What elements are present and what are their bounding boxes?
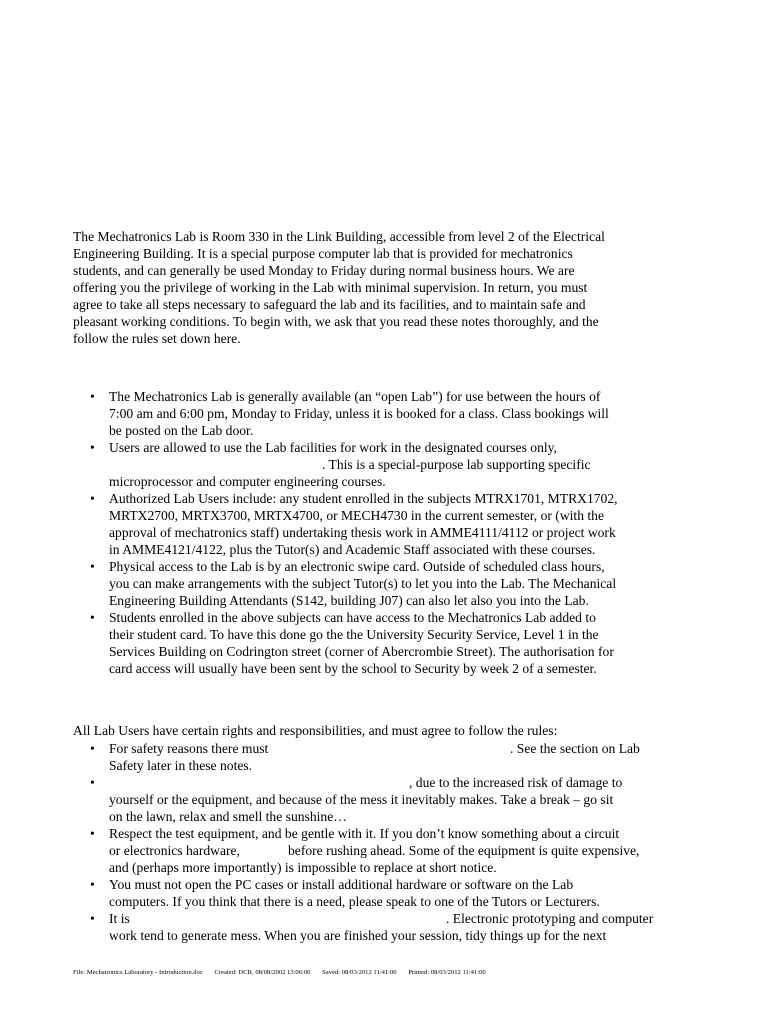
bullet-icon: • xyxy=(90,911,95,926)
document-footer xyxy=(73,968,496,977)
list-item xyxy=(73,490,713,558)
list-item-line: their student card. To have this done go the the University Security Service, Level 1 in the xyxy=(109,627,599,642)
list-item-line: Engineering Building Attendants (S142, building J07) can also let also you into the Lab. xyxy=(109,593,589,608)
list-item-line: work tend to generate mess. When you are finished your session, tidy things up for the next xyxy=(109,928,607,943)
list-item-line: MRTX2700, MRTX3700, MRTX4700, or MECH4730 in the current semester, or (with the xyxy=(109,508,605,523)
list-item-line: computers. If you think that there is a need, please speak to one of the Tutors or Lecturers. xyxy=(109,894,600,909)
bullet-icon: • xyxy=(90,775,95,790)
list-item-line xyxy=(109,842,713,859)
bullet-icon: • xyxy=(90,741,95,756)
list-item xyxy=(73,558,713,609)
list-item-line: be posted on the Lab door. xyxy=(109,423,254,438)
intro-line: The Mechatronics Lab is Room 330 in the Link Building, accessible from level 2 of the Electrical xyxy=(73,229,605,244)
list-item-line xyxy=(109,910,713,927)
list-item-line: and (perhaps more importantly) is impossible to replace at short notice. xyxy=(109,860,497,875)
intro-paragraph xyxy=(73,228,693,347)
list-item-line: Respect the test equipment, and be gentle with it. If you don’t know something about a circuit xyxy=(109,826,620,841)
list-item-line: . This is a special-purpose lab supporting specific xyxy=(322,457,591,472)
list-item-line: Safety later in these notes. xyxy=(109,758,253,773)
list-item-line: microprocessor and computer engineering courses. xyxy=(109,474,386,489)
list-item-line: Services Building on Codrington street (corner of Abercrombie Street). The authorisation for xyxy=(109,644,614,659)
list-item-text: . Electronic prototyping and computer xyxy=(446,911,654,926)
intro-line: students, and can generally be used Monday to Friday during normal business hours. We are xyxy=(73,263,575,278)
list-item-line: on the lawn, relax and smell the sunshine… xyxy=(109,809,347,824)
list-item-line: you can make arrangements with the subject Tutor(s) to let you into the Lab. The Mechanical xyxy=(109,576,617,591)
list-item-text: or electronics hardware, xyxy=(109,843,240,858)
list-item-line: Physical access to the Lab is by an electronic swipe card. Outside of scheduled class hours, xyxy=(109,559,605,574)
list-item-line: , due to the increased risk of damage to xyxy=(409,775,623,790)
list-item-line: yourself or the equipment, and because of the mess it inevitably makes. Take a break – go sit xyxy=(109,792,614,807)
list-item xyxy=(73,388,713,439)
list-item-line: card access will usually have been sent by the school to Security by week 2 of a semester. xyxy=(109,661,597,676)
rules-bullet-list xyxy=(73,740,713,944)
footer-file: File: Mechatronics Laboratory - Introduction.doc xyxy=(73,969,203,976)
bullet-icon: • xyxy=(90,877,95,892)
bullet-icon: • xyxy=(90,440,95,455)
rules-intro-line: All Lab Users have certain rights and responsibilities, and must agree to follow the rules: xyxy=(73,723,558,738)
list-item xyxy=(73,740,713,774)
list-item-line: in AMME4121/4122, plus the Tutor(s) and Academic Staff associated with these courses. xyxy=(109,542,596,557)
list-item xyxy=(73,439,713,490)
list-item-line: Users are allowed to use the Lab facilities for work in the designated courses only, xyxy=(109,440,557,455)
list-item-line: You must not open the PC cases or install additional hardware or software on the Lab xyxy=(109,877,574,892)
list-item-line: The Mechatronics Lab is generally available (an “open Lab”) for use between the hours of xyxy=(109,389,601,404)
list-item-text: It is xyxy=(109,911,130,926)
list-item-line: Students enrolled in the above subjects can have access to the Mechatronics Lab added to xyxy=(109,610,596,625)
access-bullet-list xyxy=(73,388,713,677)
footer-saved: Saved: 08/03/2012 11:41:00 xyxy=(322,969,397,976)
list-item xyxy=(73,609,713,677)
list-item xyxy=(73,774,713,825)
intro-line: pleasant working conditions. To begin with, we ask that you read these notes thoroughly, and the xyxy=(73,314,599,329)
intro-line: follow the rules set down here. xyxy=(73,331,241,346)
bullet-icon: • xyxy=(90,389,95,404)
list-item-line: Authorized Lab Users include: any student enrolled in the subjects MTRX1701, MTRX1702, xyxy=(109,491,618,506)
rules-intro-paragraph xyxy=(73,722,693,739)
bullet-icon: • xyxy=(90,610,95,625)
list-item-line: approval of mechatronics staff) undertaking thesis work in AMME4111/4112 or project work xyxy=(109,525,616,540)
list-item xyxy=(73,876,713,910)
list-item-text: For safety reasons there must xyxy=(109,741,269,756)
footer-created: Created: DCR, 08/08/2002 13:06:00 xyxy=(214,969,311,976)
list-item-text: before rushing ahead. Some of the equipment is quite expensive, xyxy=(288,843,640,858)
list-item-line: 7:00 am and 6:00 pm, Monday to Friday, unless it is booked for a class. Class bookings will xyxy=(109,406,609,421)
list-item-text: . See the section on Lab xyxy=(510,741,640,756)
intro-line: agree to take all steps necessary to safeguard the lab and its facilities, and to maintain safe and xyxy=(73,297,586,312)
list-item xyxy=(73,910,713,944)
list-item xyxy=(73,825,713,876)
intro-line: offering you the privilege of working in the Lab with minimal supervision. In return, you must xyxy=(73,280,588,295)
intro-line: Engineering Building. It is a special purpose computer lab that is provided for mechatronics xyxy=(73,246,573,261)
bullet-icon: • xyxy=(90,826,95,841)
list-item-line xyxy=(109,740,713,757)
bullet-icon: • xyxy=(90,559,95,574)
footer-printed: Printed: 08/03/2012 11:41:00 xyxy=(408,969,486,976)
bullet-icon: • xyxy=(90,491,95,506)
